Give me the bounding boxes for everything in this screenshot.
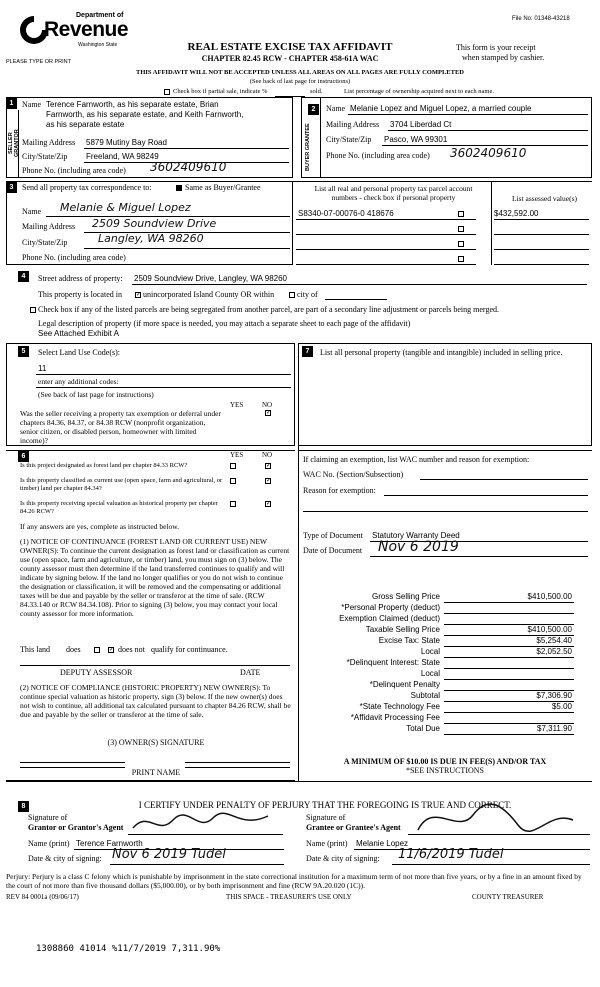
exemption-question: Was the seller receiving a property tax exemption or deferral under chapters 84.36, 84.37, or 84.38 RCW (nonprofit organization, senior citizen, or disabled person, homeowner with limited income)? — [20, 409, 221, 445]
buyer-mailing[interactable]: 3704 Liberdad Ct — [390, 120, 452, 129]
section-7-number: 7 — [302, 346, 313, 357]
deputy-date-label: DATE — [240, 668, 261, 677]
fee-value[interactable]: $410,500.00 — [527, 625, 572, 634]
land-use-yes: YES — [230, 401, 244, 409]
buyer-name-label: Name — [326, 104, 346, 113]
legal-description[interactable]: See Attached Exhibit A — [38, 329, 119, 338]
revenue-logo — [18, 12, 128, 56]
street-address[interactable]: 2509 Soundview Drive, Langley, WA 98260 — [134, 274, 287, 283]
rev-number: REV 84 0001a (09/06/17) — [6, 893, 79, 901]
see-instructions: *SEE INSTRUCTIONS — [405, 766, 484, 775]
fee-label: Taxable Selling Price — [365, 625, 440, 634]
notice-compliance: (2) NOTICE OF COMPLIANCE (HISTORIC PROPERTY) NEW OWNER(S): To continue special valuation as historic property, sign (3) below. If the new owner(s) does not wish to continue, all additional tax calculated pursuant to chapter 84.26 RCW, shall be due and payable by the seller or transferor at the time of sale. — [20, 683, 291, 719]
seller-name-label: Name — [22, 100, 42, 109]
fee-label: Excise Tax: State — [378, 636, 440, 645]
fee-value[interactable]: $7,306.90 — [536, 691, 572, 700]
doc-date[interactable]: Nov 6 2019 — [378, 539, 459, 555]
section6-yes: YES — [230, 451, 244, 459]
parcel-4-personal-checkbox[interactable] — [458, 256, 464, 262]
q2-no-checkbox[interactable]: ✓ — [266, 478, 272, 484]
corr-name-label: Name — [22, 207, 42, 216]
ownership-note: List percentage of ownership acquired next to each name. — [344, 88, 494, 95]
please-type: PLEASE TYPE OR PRINT — [6, 59, 72, 65]
corr-city[interactable]: Langley, WA 98260 — [98, 232, 204, 245]
corr-mailing-label: Mailing Address — [22, 222, 76, 231]
county-treasurer: COUNTY TREASURER — [472, 893, 544, 901]
q1-yes-checkbox[interactable] — [230, 463, 236, 469]
grantor-sig-label: Signature of Grantor or Grantor's Agent — [28, 813, 124, 832]
within-city-checkbox[interactable] — [289, 292, 295, 298]
city-of-label: city of — [297, 290, 318, 299]
section-8-number: 8 — [18, 801, 29, 812]
segregated-label: Check box if any of the listed parcels are being segregated from another parcel, are part of a secondary line adjustment or parcels being merged. — [38, 305, 499, 314]
assessed-header: List assessed value(s) — [512, 194, 577, 203]
located-text: unincorporated Island County OR within — [143, 290, 275, 299]
buyer-city[interactable]: Pasco, WA 99301 — [384, 135, 448, 144]
corr-mailing[interactable]: 2509 Soundview Drive — [92, 217, 217, 230]
land-use-no: NO — [262, 401, 273, 409]
section-2-number: 2 — [308, 104, 319, 115]
fee-value[interactable]: $5.00 — [551, 702, 572, 711]
seller-mailing[interactable]: 5879 Mutiny Bay Road — [86, 138, 167, 147]
fee-label: *Delinquent Interest: State — [346, 658, 440, 667]
sold-label: sold. — [310, 88, 323, 95]
parcel-1-personal-checkbox[interactable] — [458, 211, 464, 217]
reason-label: Reason for exemption: — [303, 486, 376, 495]
doc-type[interactable]: Statutory Warranty Deed — [372, 531, 460, 540]
section-5-number: 5 — [18, 346, 29, 357]
fee-label: *Personal Property (deduct) — [341, 603, 440, 612]
seller-phone-label: Phone No. (including area code) — [22, 166, 126, 175]
any-yes-note: If any answers are yes, complete as instructed below. — [20, 522, 180, 531]
corr-name[interactable]: Melanie & Miguel Lopez — [60, 201, 191, 214]
located-label: This property is located in — [38, 290, 122, 299]
grantee-name[interactable]: Melanie Lopez — [356, 839, 409, 848]
this-land-label: This land — [20, 645, 50, 654]
wac-claim-label: If claiming an exemption, list WAC number and reason for exemption: — [303, 455, 530, 464]
q3-no-checkbox[interactable]: ✓ — [266, 501, 272, 507]
legal-label: Legal description of property (if more space is needed, you may attach a separate sheet to each page of the affidavit) — [38, 319, 411, 328]
q2-current-use: Is this property classified as current use (open space, farm and agricultural, or timber) land per chapter 84.34? — [20, 477, 223, 492]
unincorporated-checkbox[interactable]: ✓ — [136, 292, 142, 298]
seller-city[interactable]: Freeland, WA 98249 — [86, 152, 159, 161]
partial-sale-checkbox[interactable] — [164, 89, 170, 95]
grantee-sig-label: Signature of Grantee or Grantee's Agent — [306, 813, 401, 832]
seller-phone[interactable]: 3602409610 — [150, 160, 227, 174]
personal-property-label: List all personal property (tangible and intangible) included in selling price. — [320, 348, 563, 357]
personal-property-section — [298, 343, 592, 446]
parcel-number[interactable]: S8340-07-00076-0 418676 — [298, 209, 394, 218]
section6-no: NO — [262, 451, 273, 459]
print-name-label: PRINT NAME — [131, 768, 181, 777]
corr-city-label: City/State/Zip — [22, 238, 68, 247]
correspondence-label: Send all property tax correspondence to: — [22, 183, 152, 192]
exemption-no-checkbox[interactable]: ✓ — [266, 410, 272, 416]
section-1-number: 1 — [6, 98, 17, 109]
additional-codes-label: enter any additional codes: — [38, 377, 119, 386]
grantor-date[interactable]: Nov 6 2019 Tudel — [112, 847, 226, 862]
fee-value[interactable]: $7,311.90 — [537, 724, 572, 733]
fee-label: Exemption Claimed (deduct) — [339, 614, 440, 623]
q3-historic: Is this property receiving special valuation as historical property per chapter 84.26 RCW? — [20, 500, 218, 515]
deputy-assessor-label: DEPUTY ASSESSOR — [60, 668, 133, 677]
logo-state: Washington State — [78, 42, 118, 48]
parcel-2-personal-checkbox[interactable] — [458, 226, 464, 232]
doc-date-label: Date of Document — [303, 546, 363, 555]
land-use-label: Select Land Use Code(s): — [38, 348, 120, 357]
fee-label: *Affidavit Processing Fee — [350, 713, 440, 722]
seller-name[interactable]: Terence Farnworth, as his separate estate, Brian Farnworth, as his separate estate, and Keith Farnworth, as his separate estate — [46, 100, 244, 129]
fee-label: Subtotal — [410, 691, 440, 700]
wac-no-label: WAC No. (Section/Subsection) — [303, 470, 404, 479]
treasurer-use-only: THIS SPACE - TREASURER'S USE ONLY — [226, 893, 352, 901]
fee-label: Total Due — [406, 724, 440, 733]
segregated-checkbox[interactable] — [30, 307, 36, 313]
land-use-see-back: (See back of last page for instructions) — [38, 390, 154, 399]
form-title: REAL ESTATE EXCISE TAX AFFIDAVIT — [187, 41, 393, 53]
same-as-buyer-checkbox[interactable] — [176, 185, 182, 191]
receipt-note-1: This form is your receipt — [456, 43, 536, 52]
fee-label: Local — [420, 647, 440, 656]
grantee-name-label: Name (print) — [306, 839, 348, 848]
does-not-checkbox[interactable]: ✓ — [109, 647, 115, 653]
fee-value[interactable]: $2,052.50 — [536, 647, 572, 656]
receipt-note-2: when stamped by cashier. — [462, 53, 545, 62]
buyer-phone-label: Phone No. (including area code) — [326, 151, 430, 160]
buyer-phone[interactable]: 3602409610 — [450, 146, 527, 160]
section-6-number: 6 — [18, 451, 29, 462]
warning: THIS AFFIDAVIT WILL NOT BE ACCEPTED UNLESS ALL AREAS ON ALL PAGES ARE FULLY COMPLETED — [136, 69, 464, 76]
street-label: Street address of property: — [38, 274, 123, 283]
grantor-name[interactable]: Terence Farnworth — [76, 839, 143, 848]
same-as-buyer-label: Same as Buyer/Grantee — [185, 183, 261, 192]
grantor-date-label: Date & city of signing: — [28, 854, 102, 863]
seller-mailing-label: Mailing Address — [22, 138, 76, 147]
buyer-city-label: City/State/Zip — [326, 135, 372, 144]
perjury-notice: Perjury: Perjury is a class C felony which is punishable by imprisonment in the state correctional institution for a maximum term of not more than five years, or by a fine in an amount fixed by the court of not more than five thousand dollars ($5,000.00), or by both imprisonment and fine (RCW 9A.20.020 (1C)). — [6, 872, 582, 890]
q2-yes-checkbox[interactable] — [230, 478, 236, 484]
corr-phone-label: Phone No. (including area code) — [22, 253, 126, 262]
partial-sale-label: Check box if partial sale, indicate % — [173, 88, 268, 95]
grantee-date-label: Date & city of signing: — [306, 854, 380, 863]
buyer-side-label: BUYER GRANTEE — [305, 123, 311, 171]
fee-label: *State Technology Fee — [359, 702, 440, 711]
land-use-code[interactable]: 11 — [38, 364, 47, 373]
does-label: does — [66, 645, 81, 654]
certify-text: I CERTIFY UNDER PENALTY OF PERJURY THAT THE FOREGOING IS TRUE AND CORRECT. — [138, 800, 512, 810]
section-3-number: 3 — [6, 182, 17, 193]
fee-value[interactable]: $5,254.40 — [536, 636, 572, 645]
doc-type-label: Type of Document — [303, 531, 363, 540]
fee-value[interactable]: $410,500.00 — [527, 592, 572, 601]
grantee-date[interactable]: 11/6/2019 Tudel — [398, 847, 504, 862]
parcels-header: List all real and personal property tax parcel account numbers - check box if personal property — [314, 184, 473, 202]
does-checkbox[interactable] — [94, 647, 100, 653]
treasurer-stamp: 1308860 41014 %11/7/2019 7,311.90% — [36, 944, 221, 954]
see-back: (See back of last page for instructions) — [249, 78, 351, 85]
qualify-label: qualify for continuance. — [151, 645, 228, 654]
seller-side-label: SELLER GRANTOR — [8, 129, 20, 157]
q3-yes-checkbox[interactable] — [230, 501, 236, 507]
fee-label: Local — [420, 669, 440, 678]
q1-no-checkbox[interactable]: ✓ — [266, 463, 272, 469]
seller-city-label: City/State/Zip — [22, 152, 68, 161]
section-4-number: 4 — [18, 271, 29, 282]
q1-forest-land: Is this project designated as forest land per chapter 84.33 RCW? — [20, 462, 188, 469]
grantor-name-label: Name (print) — [28, 839, 70, 848]
does-not-label: does not — [118, 645, 145, 654]
parcel-3-personal-checkbox[interactable] — [458, 241, 464, 247]
logo-main: Revenue — [44, 18, 129, 41]
file-number: File No: 01348-43218 — [512, 16, 570, 22]
minimum-fee-notice: A MINIMUM OF $10.00 IS DUE IN FEE(S) AND/OR TAX — [343, 757, 547, 766]
buyer-mailing-label: Mailing Address — [326, 120, 380, 129]
fee-label: Gross Selling Price — [371, 592, 440, 601]
owner-signature-label: (3) OWNER(S) SIGNATURE — [107, 738, 205, 747]
assessed-value[interactable]: $432,592.00 — [494, 209, 539, 218]
form-subtitle: CHAPTER 82.45 RCW - CHAPTER 458-61A WAC — [201, 54, 379, 63]
notice-continuance: (1) NOTICE OF CONTINUANCE (FOREST LAND OR CURRENT USE) NEW OWNER(S): To continue the current designation as forest land or classification as current use (open space, farm and agriculture, or timber) land, you must sign on (3) below. The county assessor must then determine if the land transferred continues to qualify and will indicate by signing below. If the land no longer qualifies or you do not wish to continue the designation or classification, it will be removed and the compensating or additional taxes will be due and payable by the seller or transferor at the time of sale. (RCW 84.33.140 or RCW 84.34.108). Prior to signing (3) below, you may contact your local county assessor for more information. — [20, 537, 290, 618]
fee-label: *Delinquent Penalty — [369, 680, 440, 689]
logo-dept: Department of — [76, 12, 124, 19]
buyer-name[interactable]: Melanie Lopez and Miguel Lopez, a married couple — [350, 104, 532, 113]
